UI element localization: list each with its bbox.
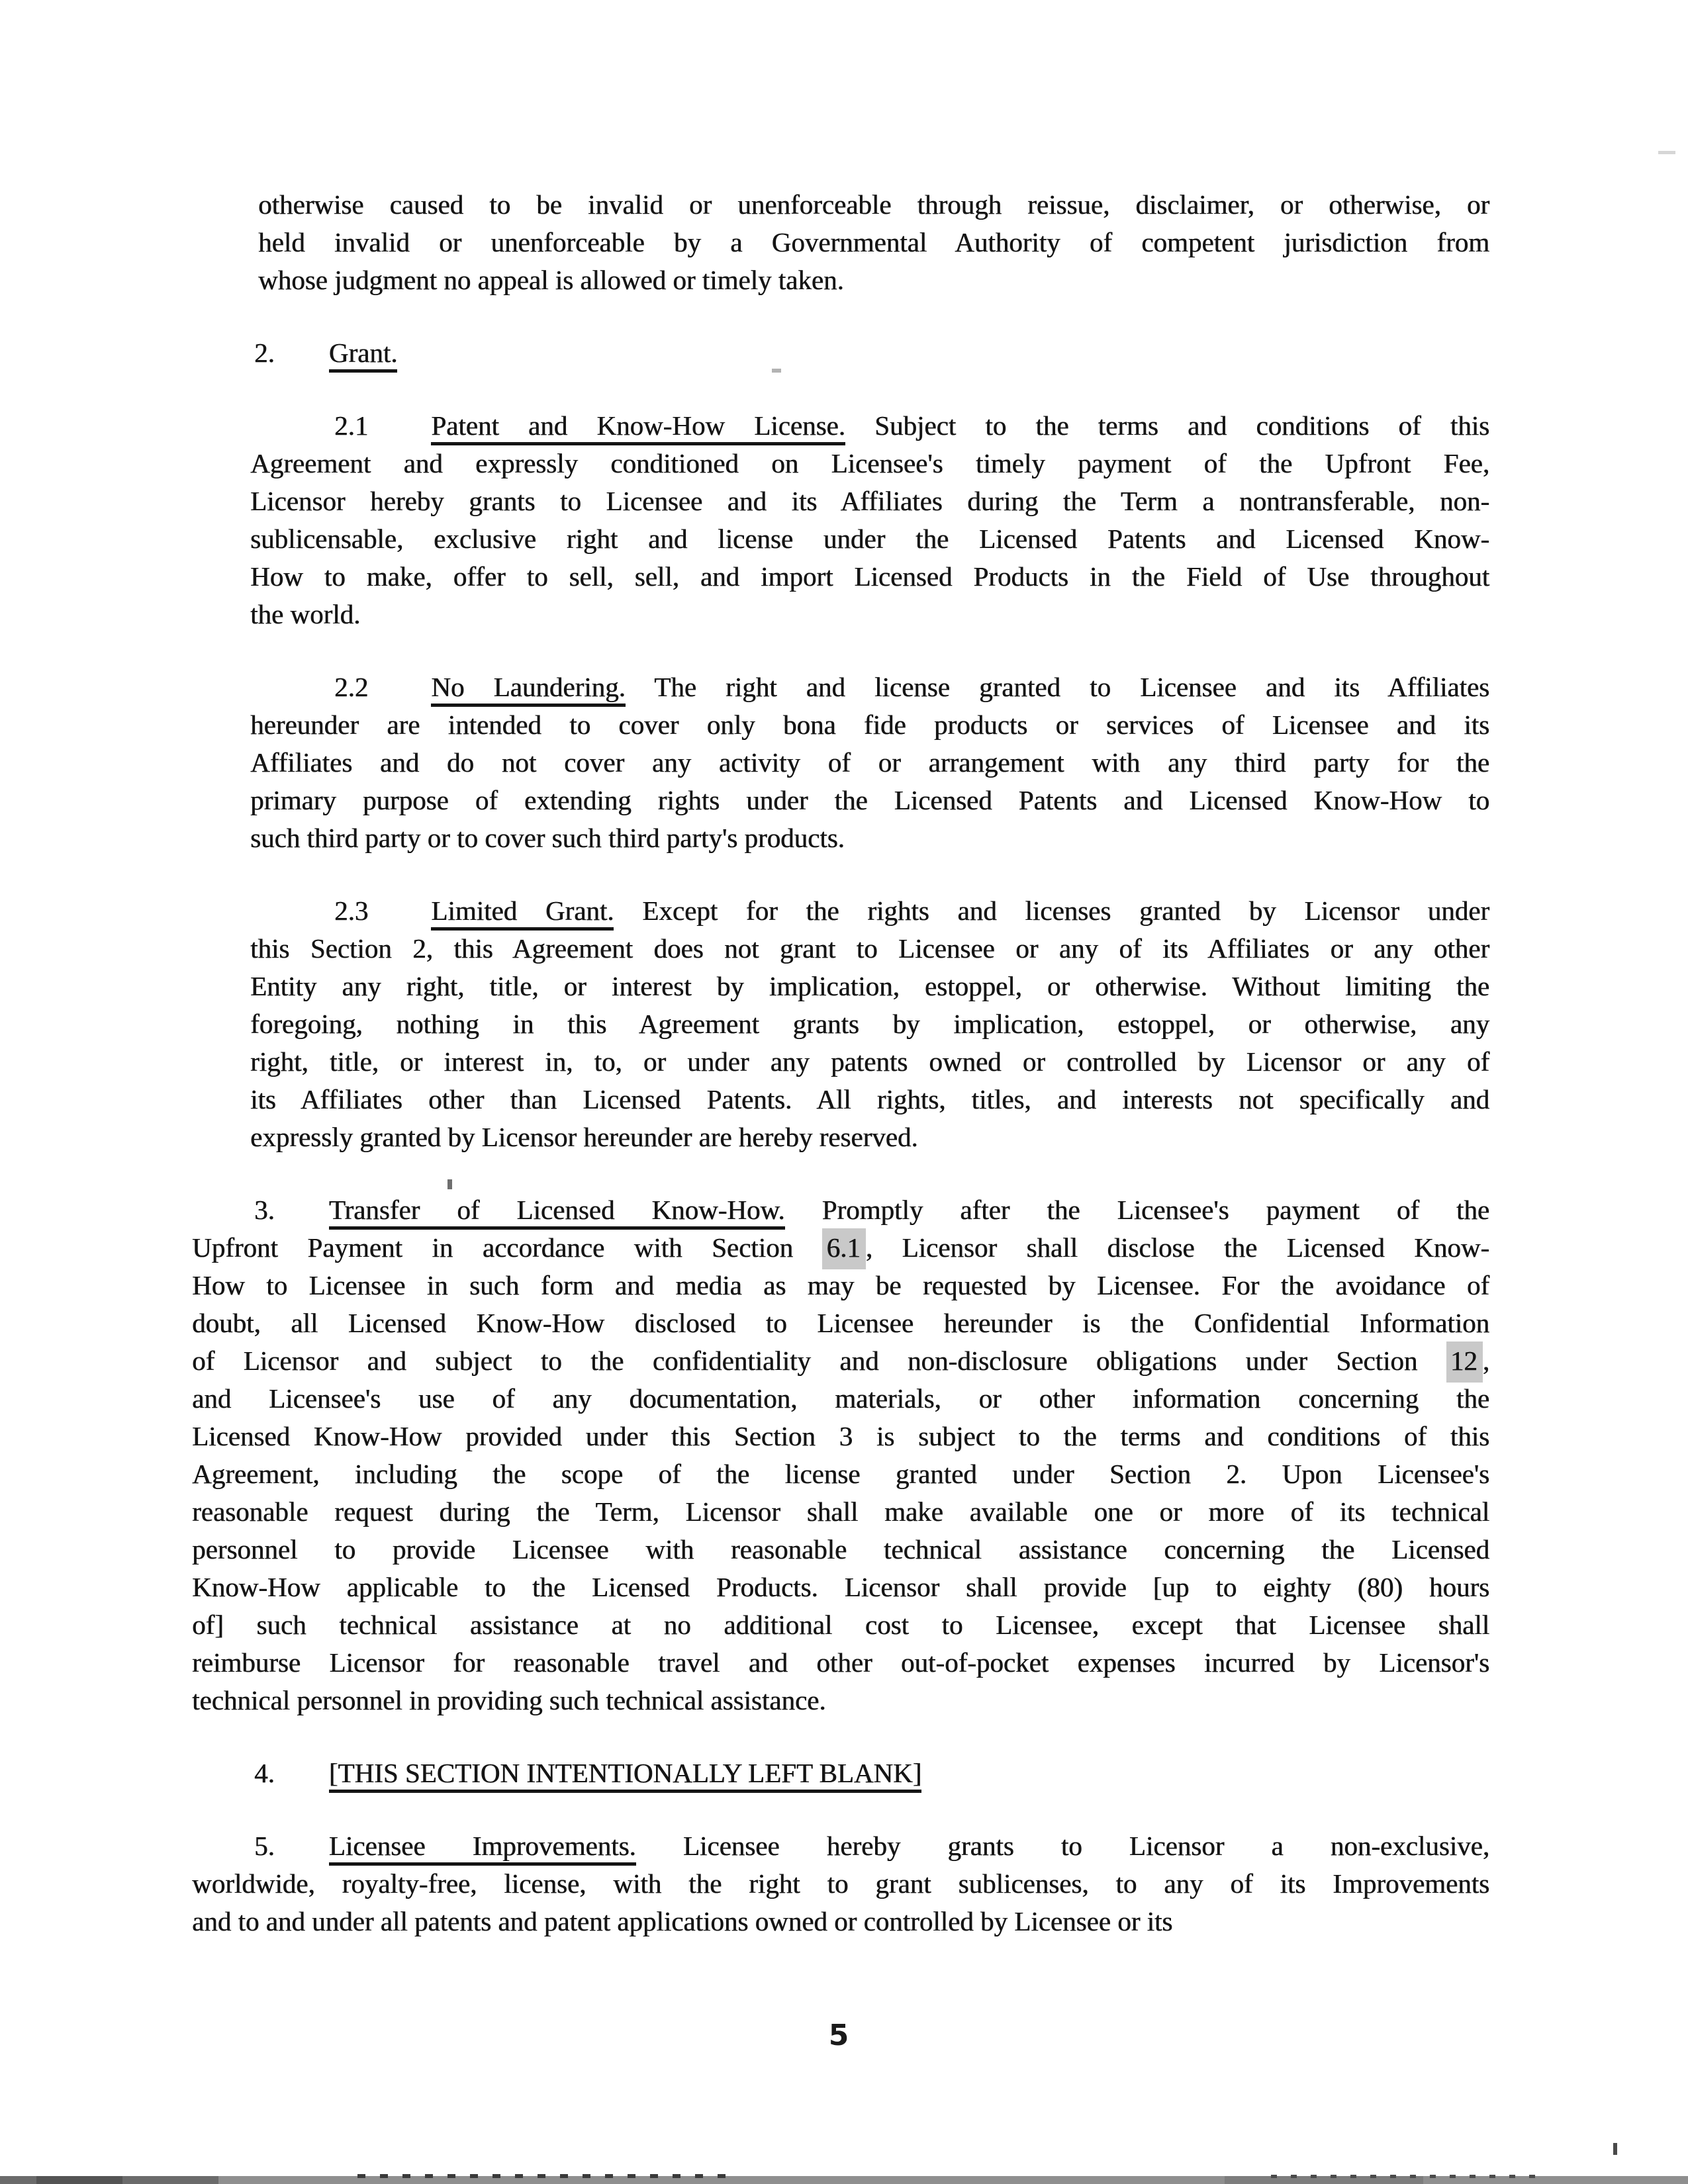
text-segment: , Licensor shall disclose the Licensed Know-: [865, 1232, 1489, 1263]
scan-artifact-speck: [447, 1179, 452, 1189]
underlined-heading: Licensee Improvements.: [329, 1831, 636, 1866]
scan-artifact-speck: [772, 369, 781, 373]
text-segment: 4.: [254, 1758, 275, 1788]
text-line: [192, 1827, 1489, 1865]
text-segment: doubt, all Licensed Know-How disclosed to Licensee hereunder is the Confidential Information: [192, 1308, 1489, 1338]
highlighted-section-ref: 12: [1446, 1342, 1483, 1383]
text-segment: technical personnel in providing such technical assistance.: [192, 1685, 826, 1715]
highlighted-section-ref: 2: [412, 933, 426, 964]
text-line: [250, 558, 1489, 596]
text-segment: 2.2: [334, 672, 369, 702]
text-segment: otherwise caused to be invalid or unenforceable through reissue, disclaimer, or otherwise, or: [258, 189, 1489, 220]
text-line: [192, 1754, 1489, 1792]
text-line: [250, 819, 1489, 857]
text-segment: The right and license granted to Licensee and its Affiliates: [625, 672, 1489, 702]
text-segment: hereunder are intended to cover only bona fide products or services of Licensee and its: [250, 709, 1489, 740]
text-line: [192, 1455, 1489, 1493]
text-line: [250, 1005, 1489, 1043]
text-segment: 5.: [254, 1831, 275, 1861]
text-segment: Agreement and expressly conditioned on Licensee's timely payment of the Upfront Fee,: [250, 448, 1489, 478]
text-line: [258, 224, 1489, 261]
text-segment: this Section: [250, 933, 413, 964]
text-line: [192, 1493, 1489, 1531]
text-segment: primary purpose of extending rights under the Licensed Patents and Licensed Know-How to: [250, 785, 1489, 815]
text-line: [250, 706, 1489, 744]
text-segment: the world.: [250, 599, 361, 629]
text-line: [192, 1267, 1489, 1304]
text-segment: such third party or to cover such third party's products.: [250, 823, 845, 853]
section-3: [192, 1191, 1489, 1719]
text-line: [192, 1606, 1489, 1644]
text-segment: Licensee hereby grants to Licensor a non-exclusive,: [635, 1831, 1490, 1861]
section-2-1: [250, 407, 1489, 633]
text-line: [258, 261, 1489, 299]
underlined-heading: [THIS SECTION INTENTIONALLY LEFT BLANK]: [329, 1758, 922, 1793]
text-line: [250, 1118, 1489, 1156]
text-line: [192, 1342, 1489, 1380]
text-line: [250, 1081, 1489, 1118]
text-segment: its Affiliates other than Licensed Patents. All rights, titles, and interests not specifically and: [250, 1084, 1489, 1115]
text-segment: and to and under all patents and patent applications owned or controlled by Licensee or its: [192, 1906, 1173, 1936]
text-segment: 2.3: [334, 895, 369, 926]
text-segment: Know-How applicable to the Licensed Products. Licensor shall provide [up to eighty (80) hours: [192, 1572, 1489, 1602]
text-segment: foregoing, nothing in this Agreement grants by implication, estoppel, or otherwise, any: [250, 1009, 1489, 1039]
text-line: [192, 1682, 1489, 1719]
text-line: [192, 1229, 1489, 1267]
text-segment: Licensor hereby grants to Licensee and its Affiliates during the Term a nontransferable, non-: [250, 486, 1489, 516]
text-line: [192, 1380, 1489, 1418]
text-segment: reasonable request during the Term, Licensor shall make available one or more of its technical: [192, 1496, 1489, 1527]
text-segment: Affiliates and do not cover any activity of or arrangement with any third party for the: [250, 747, 1489, 778]
text-segment: Entity any right, title, or interest by implication, estoppel, or otherwise. Without limiting the: [250, 971, 1489, 1001]
text-line: [192, 1569, 1489, 1606]
text-segment: Except for the rights and licenses granted by Licensor under: [614, 895, 1489, 926]
text-line: [250, 596, 1489, 633]
section-4: [192, 1754, 1489, 1792]
scan-edge-speckles: [357, 2174, 728, 2178]
text-segment: How to Licensee in such form and media as may be requested by Licensee. For the avoidance of: [192, 1270, 1489, 1300]
underlined-heading: Limited Grant.: [431, 895, 614, 931]
text-line: [250, 407, 1489, 445]
scan-edge-band-segment: [36, 2176, 122, 2184]
page-number: 5: [828, 2019, 849, 2052]
text-segment: . Upon Licensee's: [1239, 1459, 1489, 1489]
text-segment: sublicensable, exclusive right and license under the Licensed Patents and Licensed Know-: [250, 523, 1489, 554]
highlighted-section-ref: 6.1: [822, 1228, 865, 1269]
text-line: [192, 1865, 1489, 1903]
text-segment: 3.: [254, 1195, 275, 1225]
continuation-paragraph: [258, 186, 1489, 299]
underlined-heading: Grant.: [329, 338, 398, 373]
text-segment: personnel to provide Licensee with reasonable technical assistance concerning the Licensed: [192, 1534, 1489, 1565]
text-segment: held invalid or unenforceable by a Governmental Authority of competent jurisdiction from: [258, 227, 1489, 257]
scan-artifact-tick: [1613, 2143, 1617, 2155]
text-segment: and Licensee's use of any documentation, materials, or other information concerning the: [192, 1383, 1489, 1414]
underlined-heading: Patent and Know-How License.: [431, 410, 845, 445]
scan-edge-speckles: [1271, 2175, 1549, 2178]
section-2-3: [250, 892, 1489, 1156]
highlighted-section-ref: 2: [1226, 1459, 1240, 1489]
text-segment: ,: [1482, 1345, 1489, 1376]
scan-artifact-speck: [1658, 151, 1675, 154]
section-5: [192, 1827, 1489, 1940]
text-line: [250, 1043, 1489, 1081]
text-line: [250, 668, 1489, 706]
text-segment: of] such technical assistance at no additional cost to Licensee, except that Licensee shall: [192, 1610, 1489, 1640]
text-segment: reimburse Licensor for reasonable travel and other out-of-pocket expenses incurred by Licensor's: [192, 1647, 1489, 1678]
text-segment: Upfront Payment in accordance with Section: [192, 1232, 823, 1263]
text-segment: Licensed Know-How provided under this Section 3 is subject to the terms and conditions of this: [192, 1421, 1489, 1451]
text-segment: right, title, or interest in, to, or under any patents owned or controlled by Licensor or any of: [250, 1046, 1489, 1077]
text-segment: , this Agreement does not grant to Licensee or any of its Affiliates or any other: [426, 933, 1490, 964]
section-2-heading: [192, 334, 1489, 372]
text-line: [250, 930, 1489, 968]
text-line: [250, 520, 1489, 558]
text-line: [250, 482, 1489, 520]
underlined-heading: No Laundering.: [431, 672, 626, 707]
text-line: [192, 1531, 1489, 1569]
text-line: [192, 1191, 1489, 1229]
section-2-2: [250, 668, 1489, 857]
text-segment: of Licensor and subject to the confidentiality and non-disclosure obligations under Section: [192, 1345, 1446, 1376]
text-line: [192, 1903, 1489, 1940]
text-line: [192, 1418, 1489, 1455]
text-segment: worldwide, royalty-free, license, with the right to grant sublicenses, to any of its Improvements: [192, 1868, 1489, 1899]
underlined-heading: Transfer of Licensed Know-How.: [329, 1195, 785, 1230]
text-segment: Subject to the terms and conditions of this: [845, 410, 1489, 441]
document-body: [192, 186, 1489, 1976]
text-line: [192, 334, 1489, 372]
text-segment: 2.: [254, 338, 275, 368]
text-segment: expressly granted by Licensor hereunder are hereby reserved.: [250, 1122, 918, 1152]
text-line: [258, 186, 1489, 224]
text-segment: Promptly after the Licensee's payment of the: [784, 1195, 1489, 1225]
text-segment: whose judgment no appeal is allowed or timely taken.: [258, 265, 844, 295]
text-segment: 2.1: [334, 410, 369, 441]
text-line: [250, 744, 1489, 782]
text-line: [250, 782, 1489, 819]
text-line: [250, 892, 1489, 930]
text-line: [192, 1644, 1489, 1682]
text-segment: How to make, offer to sell, sell, and import Licensed Products in the Field of Use throughout: [250, 561, 1489, 592]
text-segment: Agreement, including the scope of the license granted under Section: [192, 1459, 1227, 1489]
text-line: [250, 445, 1489, 482]
text-line: [250, 968, 1489, 1005]
text-line: [192, 1304, 1489, 1342]
